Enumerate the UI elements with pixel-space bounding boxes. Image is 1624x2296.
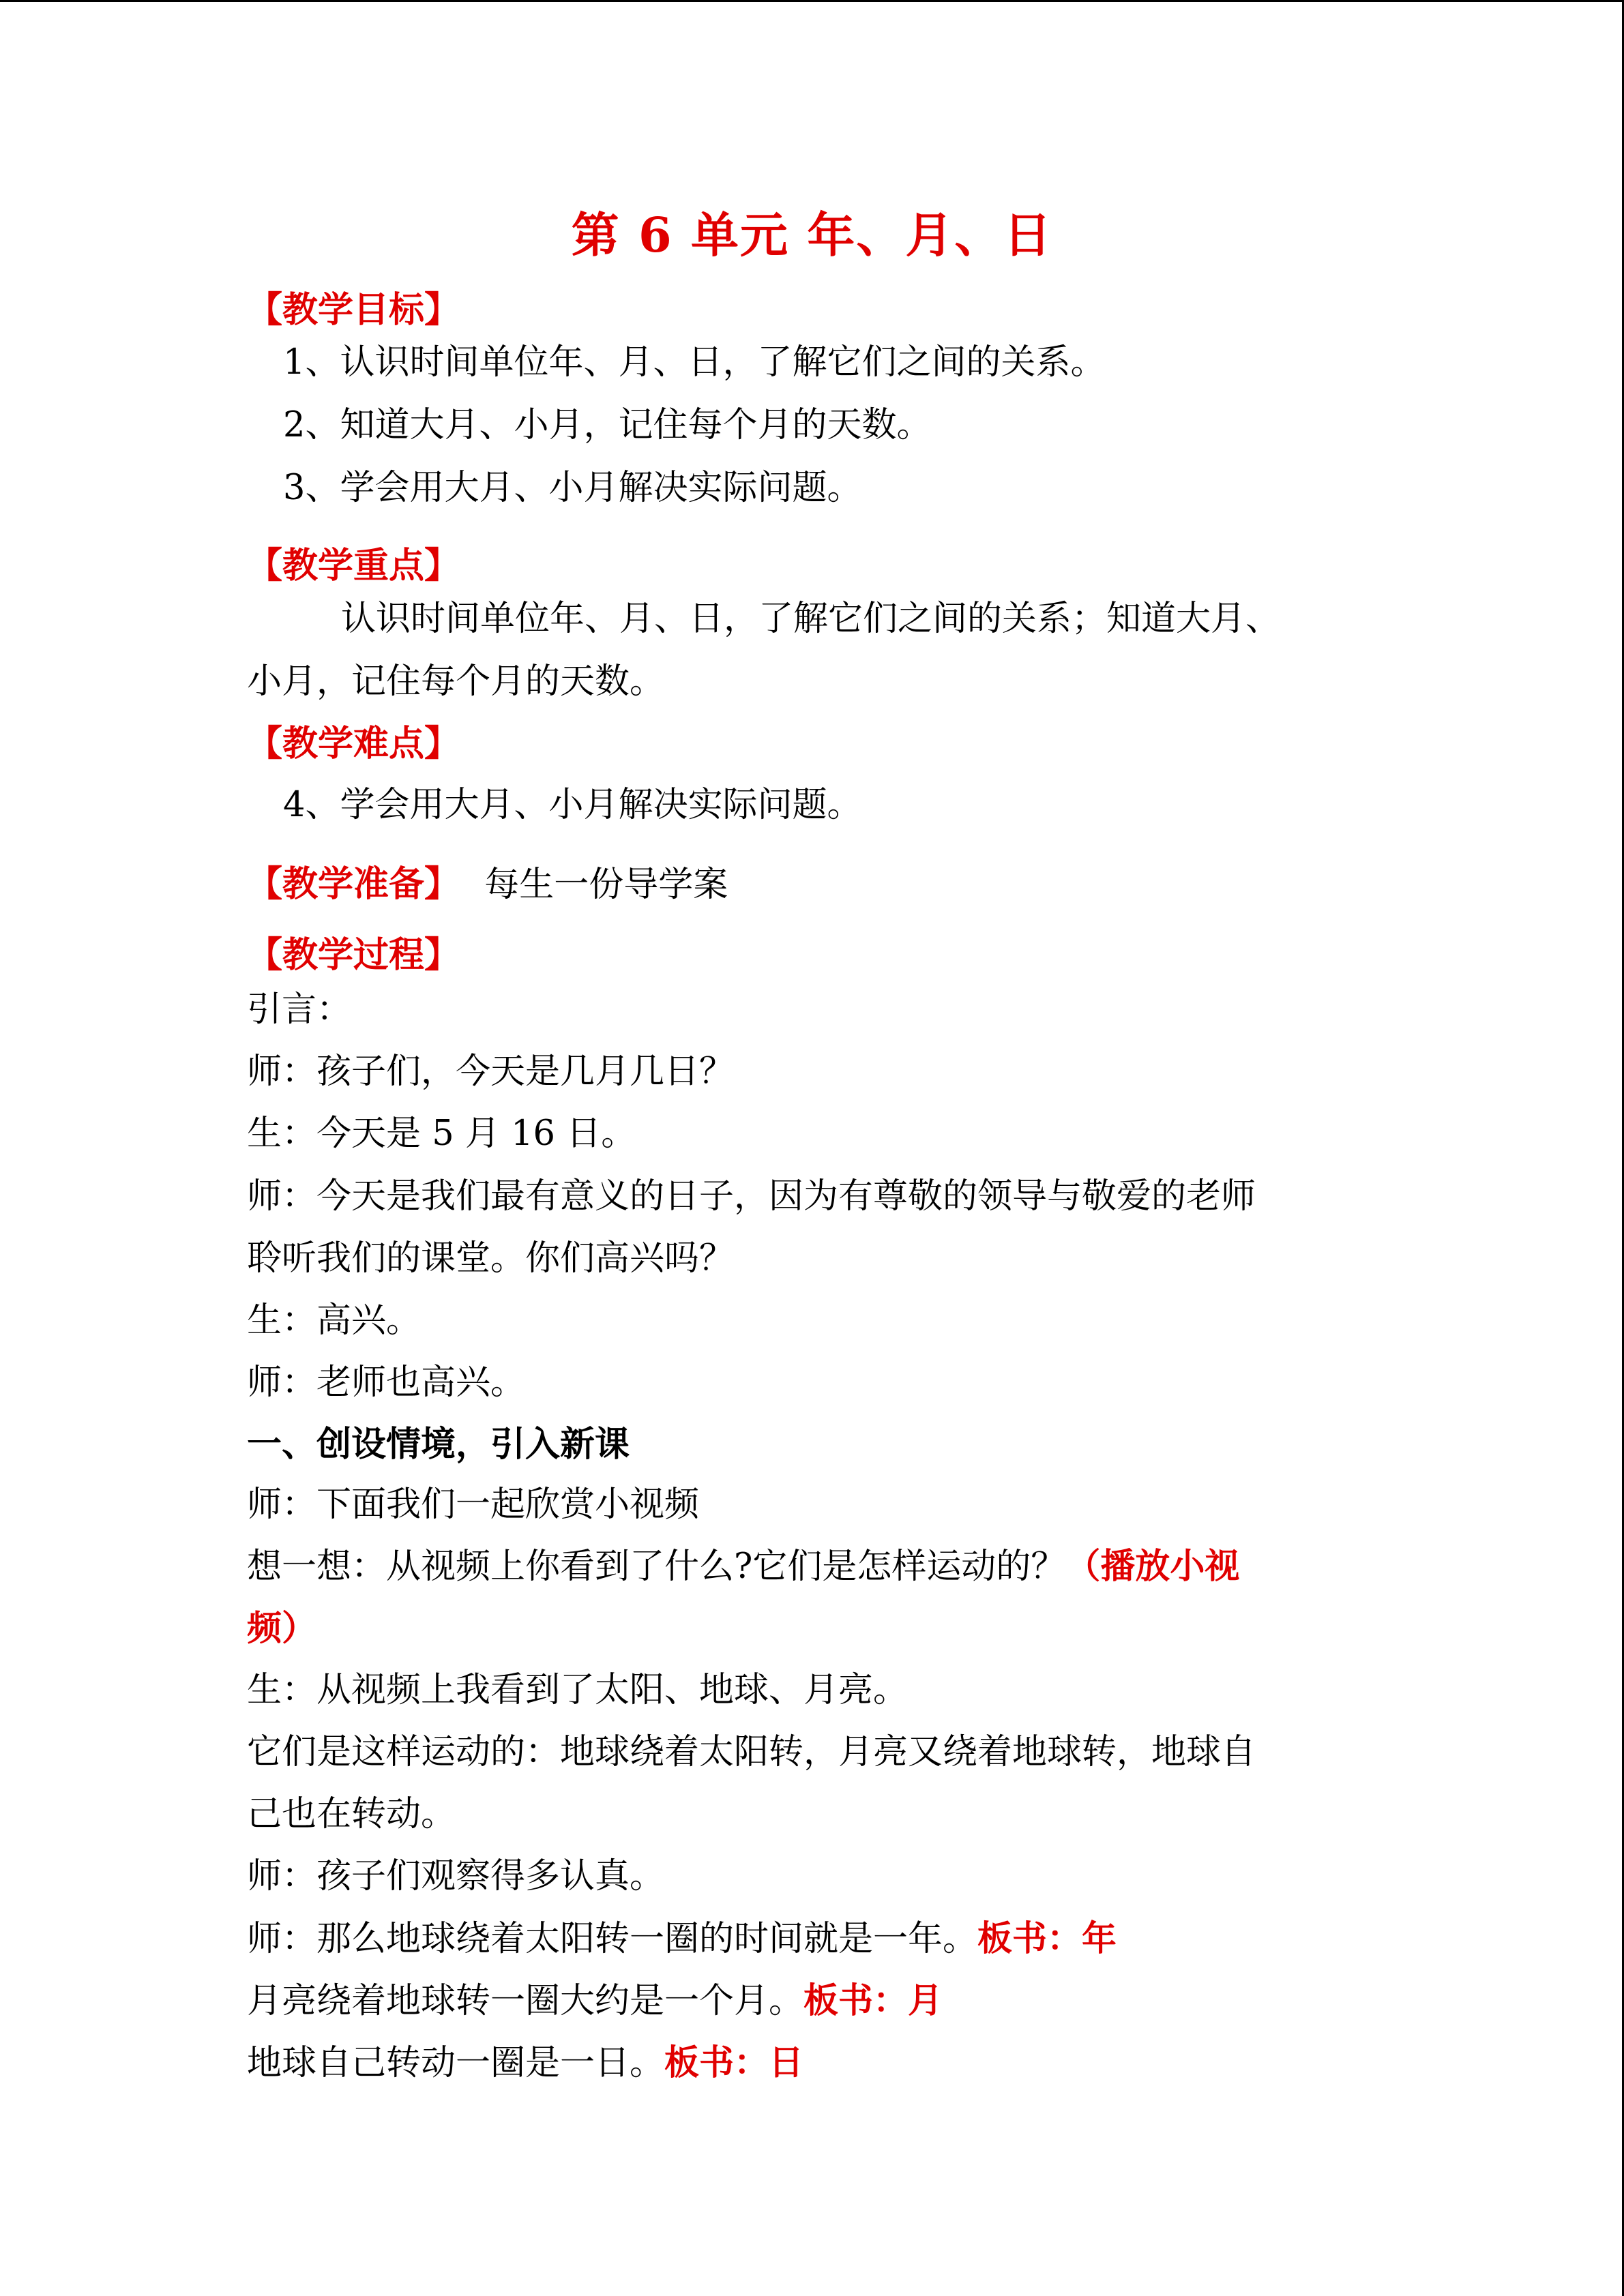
preparation-heading: 【教学准备】 [247, 863, 460, 905]
dialogue-line: 生：从视频上我看到了太阳、地球、月亮。 [247, 1670, 909, 1710]
dialogue-line: 生：今天是 5 月 16 日。 [247, 1114, 636, 1154]
preparation-text: 每生一份导学案 [484, 865, 728, 905]
dialogue-line: 聆听我们的课堂。你们高兴吗？ [247, 1238, 735, 1279]
goal-item-3: 3、学会用大月、小月解决实际问题。 [283, 468, 862, 508]
dialogue-text: 想一想：从视频上你看到了什么?它们是怎样运动的？ [247, 1547, 1066, 1587]
goal-item-2: 2、知道大月、小月，记住每个月的天数。 [283, 405, 932, 445]
key-points-heading: 【教学重点】 [247, 545, 460, 586]
preparation-row [247, 861, 728, 909]
difficulties-heading: 【教学难点】 [247, 723, 460, 764]
page-top-border [0, 0, 1624, 2]
section-1-heading: 一、创设情境，引入新课 [247, 1424, 630, 1465]
difficulty-item-1: 4、学会用大月、小月解决实际问题。 [283, 785, 862, 825]
board-note-month: 板书：月 [803, 1980, 943, 2021]
stage-note-continued: 频） [247, 1608, 317, 1649]
dialogue-line-with-board-note [247, 1915, 1117, 1963]
dialogue-line-with-board-note [247, 1977, 943, 2025]
dialogue-text: 师：那么地球绕着太阳转一圈的时间就是一年。 [247, 1919, 978, 1959]
board-note-year: 板书：年 [977, 1918, 1117, 1959]
stage-note: （播放小视 [1065, 1546, 1240, 1587]
goals-heading: 【教学目标】 [247, 289, 460, 331]
dialogue-line: 生：高兴。 [247, 1300, 422, 1341]
dialogue-line: 师：孩子们，今天是几月几日？ [247, 1052, 735, 1092]
key-points-line-1: 认识时间单位年、月、日，了解它们之间的关系；知道大月、 [341, 599, 1281, 639]
intro-line: 引言： [247, 989, 352, 1030]
dialogue-line: 师：下面我们一起欣赏小视频 [247, 1485, 700, 1525]
process-heading: 【教学过程】 [247, 934, 460, 976]
dialogue-line: 师：老师也高兴。 [247, 1362, 526, 1403]
board-note-day: 板书：日 [664, 2042, 804, 2083]
dialogue-line: 它们是这样运动的：地球绕着太阳转，月亮又绕着地球转，地球自 [247, 1732, 1256, 1772]
dialogue-text: 地球自己转动一圈是一日。 [247, 2043, 665, 2083]
dialogue-line-with-note [247, 1542, 1239, 1591]
dialogue-line-with-board-note [247, 2039, 803, 2087]
dialogue-text: 月亮绕着地球转一圈大约是一个月。 [247, 1981, 804, 2021]
page-title: 第 6 单元 年、月、日 [571, 207, 1053, 263]
key-points-line-2: 小月，记住每个月的天数。 [247, 661, 665, 702]
dialogue-line: 师：今天是我们最有意义的日子，因为有尊敬的领导与敬爱的老师 [247, 1176, 1256, 1217]
goal-item-1: 1、认识时间单位年、月、日，了解它们之间的关系。 [283, 342, 1106, 383]
dialogue-line: 己也在转动。 [247, 1794, 456, 1834]
dialogue-line: 师：孩子们观察得多认真。 [247, 1856, 665, 1896]
